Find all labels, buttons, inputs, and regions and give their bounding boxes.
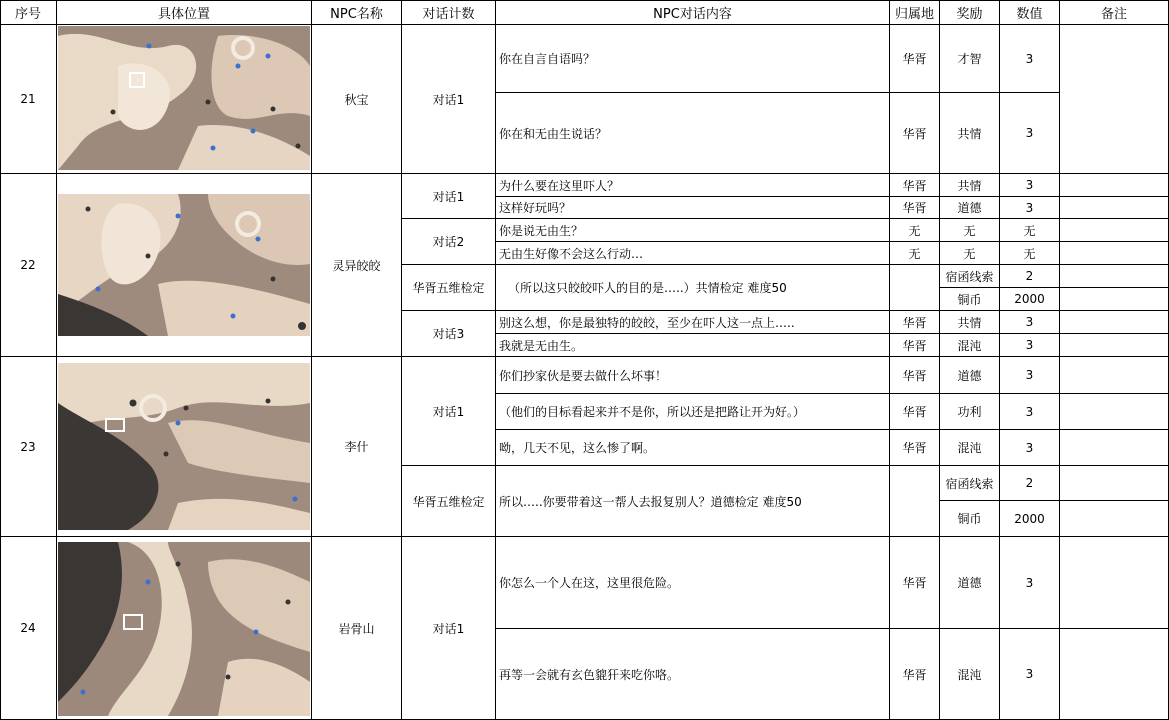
dialog-line: 你在和无由生说话？ bbox=[496, 93, 890, 174]
npc-name: 秋宝 bbox=[312, 25, 402, 174]
value-cell: 3 bbox=[1000, 334, 1060, 357]
dialog-count: 对话2 bbox=[402, 219, 496, 265]
dialog-count: 对话1 bbox=[402, 357, 496, 466]
value-cell: 3 bbox=[1000, 357, 1060, 394]
region-cell bbox=[890, 466, 940, 537]
reward-cell: 混沌 bbox=[940, 334, 1000, 357]
reward-cell: 道德 bbox=[940, 197, 1000, 219]
region-cell: 华胥 bbox=[890, 334, 940, 357]
reward-cell: 混沌 bbox=[940, 430, 1000, 466]
header-dialog-content: NPC对话内容 bbox=[496, 0, 890, 25]
region-cell: 华胥 bbox=[890, 174, 940, 197]
value-cell: 3 bbox=[1000, 394, 1060, 430]
notes-cell bbox=[1060, 174, 1169, 197]
reward-cell: 无 bbox=[940, 242, 1000, 265]
value-cell: 2000 bbox=[1000, 288, 1060, 311]
value-cell: 3 bbox=[1000, 93, 1060, 174]
check-text: 所以…..你要带着这一帮人去报复别人？道德检定 难度50 bbox=[496, 466, 890, 537]
reward-cell: 铜币 bbox=[940, 501, 1000, 537]
region-cell: 华胥 bbox=[890, 394, 940, 430]
notes-cell bbox=[1060, 219, 1169, 242]
map-thumbnail bbox=[58, 194, 310, 336]
value-cell: 无 bbox=[1000, 219, 1060, 242]
dialog-line: 别这么想，你是最独特的皎皎，至少在吓人这一点上….. bbox=[496, 311, 890, 334]
header-location: 具体位置 bbox=[57, 0, 312, 25]
row-index: 21 bbox=[0, 25, 57, 174]
reward-cell: 道德 bbox=[940, 357, 1000, 394]
dialog-count: 对话1 bbox=[402, 25, 496, 174]
region-cell: 华胥 bbox=[890, 430, 940, 466]
region-cell: 华胥 bbox=[890, 311, 940, 334]
reward-cell: 无 bbox=[940, 219, 1000, 242]
dialog-line: 再等一会就有玄色貔犴来吃你咯。 bbox=[496, 629, 890, 720]
map-thumbnail bbox=[58, 26, 310, 170]
header-reward: 奖励 bbox=[940, 0, 1000, 25]
header-region: 归属地 bbox=[890, 0, 940, 25]
dialog-count: 华胥五维检定 bbox=[402, 265, 496, 311]
region-cell: 华胥 bbox=[890, 629, 940, 720]
dialog-count: 对话1 bbox=[402, 537, 496, 720]
check-text: （所以这只皎皎吓人的目的是…..）共情检定 难度50 bbox=[496, 265, 890, 311]
header-npc-name: NPC名称 bbox=[312, 0, 402, 25]
header-index: 序号 bbox=[0, 0, 57, 25]
reward-cell: 共情 bbox=[940, 311, 1000, 334]
reward-cell: 宿函线索 bbox=[940, 265, 1000, 288]
dialog-line: 为什么要在这里吓人？ bbox=[496, 174, 890, 197]
notes-cell bbox=[1060, 501, 1169, 537]
region-cell: 华胥 bbox=[890, 25, 940, 93]
notes-cell bbox=[1060, 311, 1169, 334]
value-cell: 3 bbox=[1000, 25, 1060, 93]
notes-cell bbox=[1060, 197, 1169, 219]
notes-cell bbox=[1060, 265, 1169, 288]
value-cell: 3 bbox=[1000, 629, 1060, 720]
region-cell: 华胥 bbox=[890, 357, 940, 394]
region-cell: 华胥 bbox=[890, 537, 940, 629]
notes-cell bbox=[1060, 430, 1169, 466]
reward-cell: 功利 bbox=[940, 394, 1000, 430]
npc-name: 李什 bbox=[312, 357, 402, 537]
dialog-line: 你在自言自语吗？ bbox=[496, 25, 890, 93]
reward-cell: 共情 bbox=[940, 174, 1000, 197]
reward-cell: 宿函线索 bbox=[940, 466, 1000, 501]
value-cell: 3 bbox=[1000, 430, 1060, 466]
dialog-line: 我就是无由生。 bbox=[496, 334, 890, 357]
reward-cell: 混沌 bbox=[940, 629, 1000, 720]
reward-cell: 道德 bbox=[940, 537, 1000, 629]
dialog-line: 你是说无由生？ bbox=[496, 219, 890, 242]
notes-cell bbox=[1060, 288, 1169, 311]
row-index: 23 bbox=[0, 357, 57, 537]
npc-name: 岩骨山 bbox=[312, 537, 402, 720]
value-cell: 2000 bbox=[1000, 501, 1060, 537]
header-dialog-count: 对话计数 bbox=[402, 0, 496, 25]
notes-cell bbox=[1060, 537, 1169, 629]
notes-cell bbox=[1060, 357, 1169, 394]
notes-cell bbox=[1060, 394, 1169, 430]
reward-cell: 铜币 bbox=[940, 288, 1000, 311]
dialog-count: 对话3 bbox=[402, 311, 496, 357]
map-thumbnail bbox=[58, 363, 310, 530]
dialog-count: 对话1 bbox=[402, 174, 496, 219]
dialog-line: 你们抄家伙是要去做什么坏事！ bbox=[496, 357, 890, 394]
dialog-count: 华胥五维检定 bbox=[402, 466, 496, 537]
notes-cell bbox=[1060, 334, 1169, 357]
row-index: 24 bbox=[0, 537, 57, 720]
value-cell: 无 bbox=[1000, 242, 1060, 265]
notes-cell bbox=[1060, 466, 1169, 501]
value-cell: 2 bbox=[1000, 265, 1060, 288]
reward-cell: 共情 bbox=[940, 93, 1000, 174]
row-index: 22 bbox=[0, 174, 57, 357]
region-cell: 华胥 bbox=[890, 197, 940, 219]
value-cell: 3 bbox=[1000, 311, 1060, 334]
notes-cell bbox=[1060, 25, 1169, 174]
region-cell: 无 bbox=[890, 219, 940, 242]
dialog-line: 无由生好像不会这么行动… bbox=[496, 242, 890, 265]
header-value: 数值 bbox=[1000, 0, 1060, 25]
map-thumbnail bbox=[58, 542, 310, 716]
dialog-line: 呦，几天不见，这么惨了啊。 bbox=[496, 430, 890, 466]
value-cell: 3 bbox=[1000, 197, 1060, 219]
notes-cell bbox=[1060, 629, 1169, 720]
notes-cell bbox=[1060, 242, 1169, 265]
region-cell: 无 bbox=[890, 242, 940, 265]
npc-name: 灵异皎皎 bbox=[312, 174, 402, 357]
value-cell: 2 bbox=[1000, 466, 1060, 501]
value-cell: 3 bbox=[1000, 537, 1060, 629]
dialog-line: 这样好玩吗？ bbox=[496, 197, 890, 219]
reward-cell: 才智 bbox=[940, 25, 1000, 93]
value-cell: 3 bbox=[1000, 174, 1060, 197]
region-cell bbox=[890, 265, 940, 311]
header-notes: 备注 bbox=[1060, 0, 1169, 25]
dialog-line: 你怎么一个人在这，这里很危险。 bbox=[496, 537, 890, 629]
dialog-line: （他们的目标看起来并不是你，所以还是把路让开为好。） bbox=[496, 394, 890, 430]
region-cell: 华胥 bbox=[890, 93, 940, 174]
